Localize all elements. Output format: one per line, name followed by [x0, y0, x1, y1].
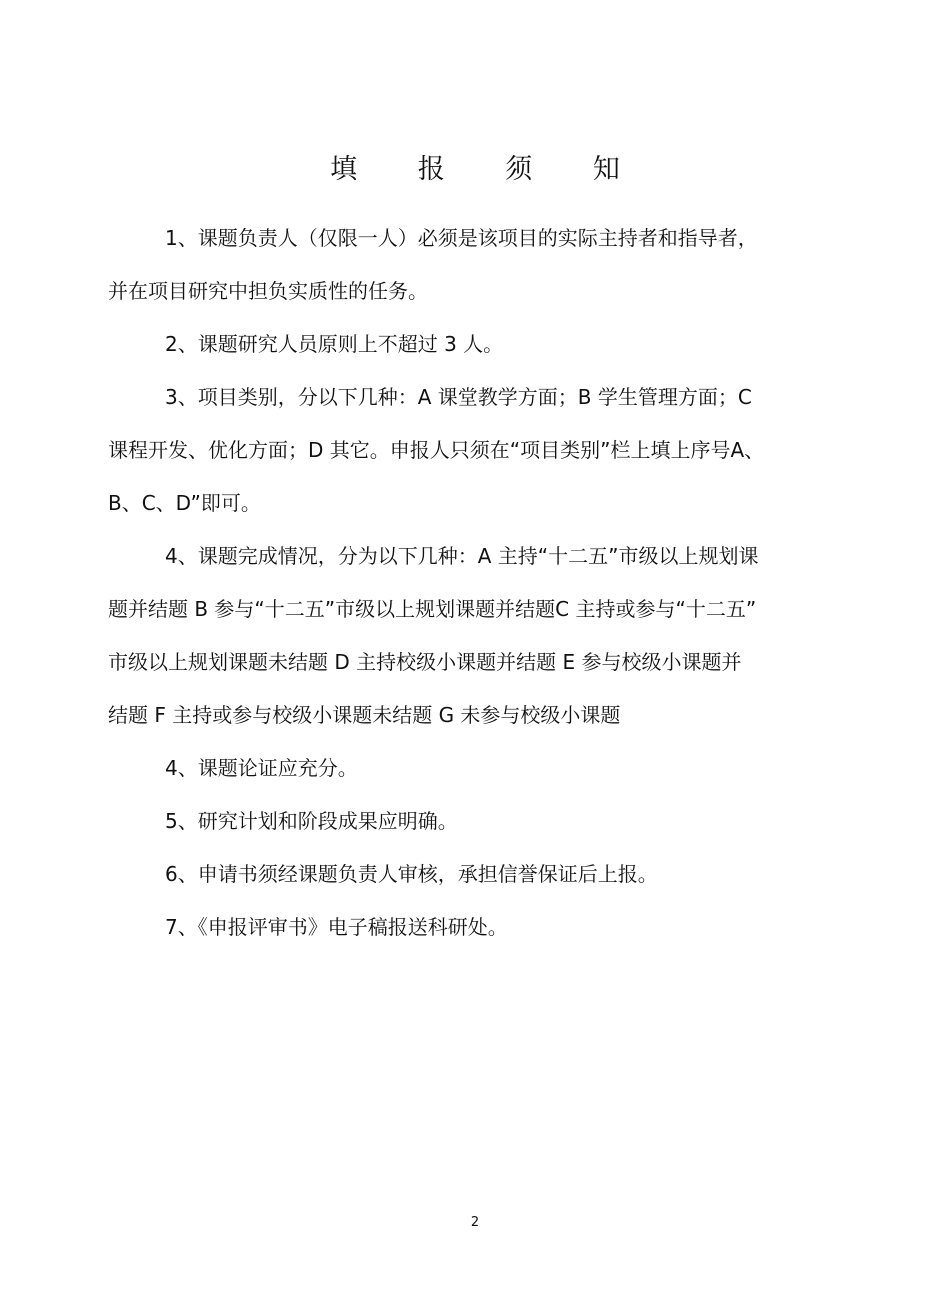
page-number: 2: [470, 1215, 480, 1230]
instruction-item-3: [108, 371, 864, 530]
instruction-line: 4、课题完成情况，分为以下几种：A 主持“十二五”市级以上规划课: [165, 544, 759, 568]
instruction-line: B、C、D”即可。: [108, 491, 261, 515]
instruction-line: 5、研究计划和阶段成果应明确。: [165, 809, 458, 833]
instruction-line: 1、课题负责人（仅限一人）必须是该项目的实际主持者和指导者，: [165, 226, 758, 250]
instruction-item-6: [108, 795, 864, 848]
instructions-body: [108, 212, 864, 954]
instruction-line: 市级以上规划课题未结题 D 主持校级小课题并结题 E 参与校级小课题并: [108, 650, 742, 674]
instruction-item-2: [108, 318, 864, 371]
instruction-line: 课程开发、优化方面；D 其它。申报人只须在“项目类别”栏上填上序号A、: [108, 438, 765, 462]
instruction-line: 题并结题 B 参与“十二五”市级以上规划课题并结题C 主持或参与“十二五”: [108, 597, 757, 621]
instruction-item-5: [108, 742, 864, 795]
instruction-line: 4、课题论证应充分。: [165, 756, 358, 780]
instruction-line: 2、课题研究人员原则上不超过 3 人。: [165, 332, 504, 356]
instruction-item-8: [108, 901, 864, 954]
instruction-item-4: [108, 530, 864, 742]
page-title: 填 报 须 知: [330, 154, 646, 185]
instruction-line: 3、项目类别，分以下几种：A 课堂教学方面；B 学生管理方面；C: [165, 385, 752, 409]
instruction-line: 结题 F 主持或参与校级小课题未结题 G 未参与校级小课题: [108, 703, 621, 727]
instruction-item-7: [108, 848, 864, 901]
instruction-line: 7、《申报评审书》电子稿报送科研处。: [165, 915, 508, 939]
instruction-line: 并在项目研究中担负实质性的任务。: [108, 279, 428, 303]
instruction-item-1: [108, 212, 864, 318]
instruction-line: 6、申请书须经课题负责人审核，承担信誉保证后上报。: [165, 862, 658, 886]
